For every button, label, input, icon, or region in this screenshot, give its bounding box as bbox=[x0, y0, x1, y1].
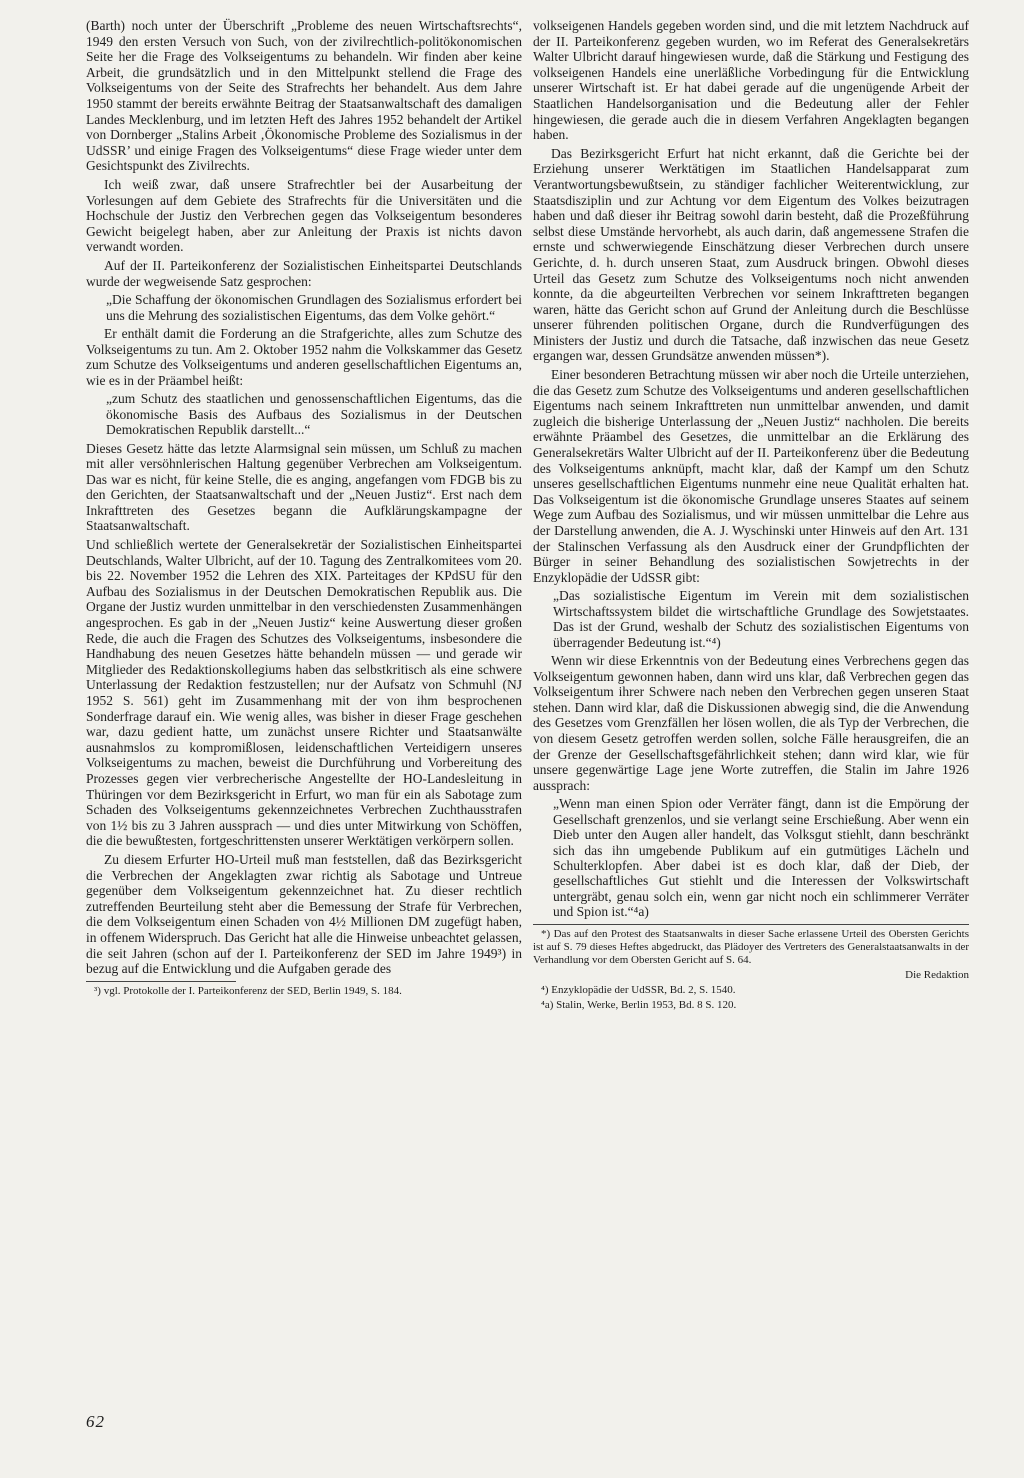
paragraph: Einer besonderen Betrachtung müssen wir aber noch die Urteile unterziehen, die das Gesetz zum Schutze des Volkseigentums und anderen gesellschaftlichen Eigentums nach seinem Inkrafttreten nun unmittelbar anwenden, und damit zugleich die bisherige Unterlassung der „Neuen Justiz“ nachholen. Die bereits erwähnte Präambel des Gesetzes, die unmittelbar an die Erklärung des Generalsekretärs Walter Ulbricht auf der II. Parteikonferenz über die Bedeutung des Volkseigentums anknüpft, macht klar, daß der Kampf um den Schutz unseres gesellschaftlichen Eigentums nunmehr eine neue Qualität erhalten hat. Das Volkseigentum ist die ökonomische Grundlage unseres Staates auf seinem Wege zum Aufbau des Sozialismus, und wir müssen unmittelbar die Lehre aus der Darstellung anwenden, die A. J. Wyschinski unter Hinweis auf den Art. 131 der Stalinschen Verfassung als den Ausdruck einer der Grundpflichten der Bürger in seiner Behandlung des sozialistischen Sowjetrechts in der Enzyklopädie der UdSSR gibt: bbox=[533, 367, 969, 585]
footnote-signature: Die Redaktion bbox=[905, 968, 969, 981]
footnote: *) Das auf den Protest des Staatsanwalts in dieser Sache erlassene Urteil des Obersten Gerichts ist auf S. 79 dieses Heftes abgedruckt, das Plädoyer des Vertreters des Generalstaatsanwalts in der Verhandlung vor dem Obersten Gericht auf S. 64. bbox=[533, 927, 969, 966]
footnote: ³) vgl. Protokolle der I. Parteikonferenz der SED, Berlin 1949, S. 184. bbox=[94, 984, 402, 997]
block-quote: „zum Schutz des staatlichen und genossenschaftlichen Eigentums, das die ökonomische Basis des Aufbaus des Sozialismus in der Deutschen Demokratischen Republik darstellt...“ bbox=[106, 391, 522, 438]
paragraph: Und schließlich wertete der Generalsekretär der Sozialistischen Einheitspartei Deutschlands, Walter Ulbricht, auf der 10. Tagung des Zentralkomitees vom 20. bis 22. November 1952 die Lehren des XIX. Parteitages der KPdSU für den Aufbau des Sozialismus in der Deutschen Demokratischen Republik aus. Die Organe der Justiz wurden unmittelbar in den verschiedensten Zusammenhängen angesprochen. Es gab in der „Neuen Justiz“ keine Auswertung dieser großen Rede, die auch die Fragen des Schutzes des Volkseigentums, insbesondere die Handhabung des neuen Gesetzes hätte behandeln müssen — und gerade wir Mitglieder des Redaktionskollegiums haben das selbstkritisch als eine schwere Unterlassung der Redaktion festzustellen; nur der Aufsatz von Schmuhl (NJ 1952 S. 561) geht im Zusammenhang mit der von ihm besprochenen Sonderfrage darauf ein. Wie wenig alles, was bisher in dieser Frage geschehen war, dazu gedient hatte, um zunächst unsere Richter und Staatsanwälte ausnahmslos zu kompromißlosen, leidenschaftlichen Verteidigern unseres Volkseigentums zu machen, beweist die Durchführung und Vorbereitung des Prozesses gegen vier verbrecherische Angestellte der HO-Landesleitung in Thüringen vor dem Bezirksgericht in Erfurt, wo man für ein als Sabotage zum Schaden des Volkseigentums gekennzeichnetes Verbrechen Zuchthausstrafen von 1½ bis zu 3 Jahren aussprach — und dies unter Mitwirkung von Schöffen, die die bewußtesten, fortgeschrittensten unserer Werktätigen verkörpern sollen. bbox=[86, 537, 522, 849]
page-number: 62 bbox=[86, 1412, 105, 1431]
paragraph: (Barth) noch unter der Überschrift „Probleme des neuen Wirtschaftsrechts“, 1949 den ersten Versuch von Such, von der zivilrechtlich-politökonomischen Seite her die Frage des Volkseigentums zu behandeln. Wir finden aber keine Arbeit, die grundsätzlich und in den Mittelpunkt stellend die Frage des Volkseigentums von der Seite des Strafrechts her behandelt. Aus dem Jahre 1950 stammt der bereits erwähnte Beitrag der Staatsanwaltschaft des damaligen Landes Mecklenburg, und im letzten Heft des Jahres 1952 behandelt der Artikel von Dornberger „Stalins Arbeit ‚Ökonomische Probleme des Sozialismus in der UdSSR’ und einige Fragen des Volkseigentums“ diese Frage wieder unter dem Gesichtspunkt des Zivilrechts. bbox=[86, 18, 522, 174]
block-quote: „Das sozialistische Eigentum im Verein mit dem sozialistischen Wirtschaftssystem bildet die wirtschaftliche Grundlage des Sowjetstaates. Das ist der Grund, weshalb der Schutz des sozialistischen Eigentums von überragender Bedeutung ist.“⁴) bbox=[553, 588, 969, 650]
block-quote: „Wenn man einen Spion oder Verräter fängt, dann ist die Empörung der Gesellschaft grenzenlos, und sie verlangt seine Erschießung. Aber wenn ein Dieb unter den Augen aller handelt, das Volksgut stiehlt, dann beschränkt sich das ihn umgebende Publikum auf ein gutmütiges Lächeln und Schulterklopfen. Aber dabei ist es doch klar, daß der Dieb, der gesellschaftliches Gut stiehlt und die Interessen der Volkswirtschaft untergräbt, genau solch ein, wenn gar nicht noch ein schlimmerer Verräter und Spion ist.“⁴a) bbox=[553, 796, 969, 920]
paragraph: Auf der II. Parteikonferenz der Sozialistischen Einheitspartei Deutschlands wurde der wegweisende Satz gesprochen: bbox=[86, 257, 522, 289]
left-column bbox=[86, 18, 522, 1000]
paragraph: Wenn wir diese Erkenntnis von der Bedeutung eines Verbrechens gegen das Volkseigentum gewonnen haben, dann wird uns klar, daß Verbrechen gegen das Volkseigentum ihrer Schwere nach neben den Verbrechen gegen unseren Staat stehen. Dann wird klar, daß die Diskussionen abwegig sind, die die Anwendung des Gesetzes vom Grenzfällen her lösen wollen, die als Typ der Verbrechen, die von diesem Gesetz getroffen werden sollen, solche Fälle herausgreifen, die an der Grenze der Gesellschaftsgefährlichkeit stehen; dann wird klar, wie für unsere gegenwärtige Lage jene Worte zutreffen, die Stalin im Jahre 1926 aussprach: bbox=[533, 653, 969, 793]
paragraph: Ich weiß zwar, daß unsere Strafrechtler bei der Ausarbeitung der Vorlesungen auf dem Gebiete des Strafrechts für die Universitäten und die Hochschule der Justiz den Verbrechen gegen das Volkseigentum besonderes Gewicht beigelegt haben, aber zur Anleitung der Praxis ist nichts davon verwandt worden. bbox=[86, 176, 522, 255]
paragraph: Dieses Gesetz hätte das letzte Alarmsignal sein müssen, um Schluß zu machen mit aller versöhnlerischen Haltung gegenüber Verbrechen am Volkseigentum. Das war es nicht, für keine Stelle, die es anging, angefangen vom FDGB bis zu den Gerichten, der Staatsanwaltschaft und der „Neuen Justiz“. Erst nach dem Inkrafttreten des Gesetzes begann die Aufklärungskampagne der Staatsanwaltschaft. bbox=[86, 440, 522, 534]
footnotes bbox=[86, 981, 402, 998]
paragraph: volkseigenen Handels gegeben worden sind, und die mit letztem Nachdruck auf der II. Parteikonferenz gegeben wurden, wo im Referat des Generalsekretärs Walter Ulbricht darauf hingewiesen wurde, daß die Stärkung und Festigung des volkseigenen Handels eine unerläßliche Vorbedingung für die Entwicklung unserer Wirtschaft ist. Er hat dabei gerade auf die ungenügende Arbeit der Staatlichen Handelsorganisation und die Bedeutung aller der Fehler hingewiesen, die gerade auch die in diesem Verfahren Angeklagten begangen haben. bbox=[533, 18, 969, 143]
block-quote: „Die Schaffung der ökonomischen Grundlagen des Sozialismus erfordert bei uns die Mehrung des sozialistischen Eigentums, das dem Volke gehört.“ bbox=[106, 292, 522, 323]
paragraph: Das Bezirksgericht Erfurt hat nicht erkannt, daß die Gerichte bei der Erziehung unserer Werktätigen im Staatlichen Handelsapparat zum Verantwortungsbewußtsein, zu ständiger fachlicher Weiterentwicklung, zur Staatsdisziplin und zur Achtung vor dem Eigentum des Volkes beizutragen haben und daß dieser ihr Beitrag sowohl darin besteht, daß die Prozeßführung selbst diese Umstände hervorhebt, als auch darin, daß angemessene Strafen die ernste und schwerwiegende Einschätzung dieser Verbrechen durch unsere Gerichte, d. h. durch unseren Staat, zum Ausdruck bringen. Obwohl dieses Urteil das Gesetz zum Schutze des Volkseigentums noch nicht anwenden konnte, da die abgeurteilten Verbrechen vor seinem Inkrafttreten begangen waren, hätte das Gericht schon auf Grund der Anleitung durch die Beschlüsse unserer führenden politischen Organe, durch die Rundverfügungen des Ministers der Justiz und durch die Tatsache, daß inzwischen das neue Gesetz ergangen war, dessen Grundsätze anwenden müssen*). bbox=[533, 145, 969, 364]
right-column bbox=[533, 18, 969, 1014]
footnote: ⁴a) Stalin, Werke, Berlin 1953, Bd. 8 S. 120. bbox=[541, 998, 737, 1011]
paragraph: Zu diesem Erfurter HO-Urteil muß man feststellen, daß das Bezirksgericht die Verbrechen der Angeklagten zwar richtig als Sabotage und Untreue gegenüber dem Volkseigentum gekennzeichnet hat. Zu dieser rechtlich zutreffenden Beurteilung steht aber die Bemessung der Strafe für Verbrechen, die dem Volkseigentum einen Schaden von 4½ Millionen DM zugefügt haben, in offenem Widerspruch. Das Gericht hat alle die Hinweise unbeachtet gelassen, die seit Jahren (schon auf der I. Parteikonferenz der SED im Jahre 1949³) in bezug auf die Entwicklung und die Aufgaben gerade des bbox=[86, 851, 522, 977]
footnotes bbox=[533, 924, 969, 1012]
paragraph: Er enthält damit die Forderung an die Strafgerichte, alles zum Schutze des Volkseigentums zu tun. Am 2. Oktober 1952 nahm die Volkskammer das Gesetz zum Schutze des Volkseigentums und anderen gesellschaftlichen Eigentums an, wie es in der Präambel heißt: bbox=[86, 325, 522, 388]
footnote: ⁴) Enzyklopädie der UdSSR, Bd. 2, S. 1540. bbox=[541, 983, 736, 996]
